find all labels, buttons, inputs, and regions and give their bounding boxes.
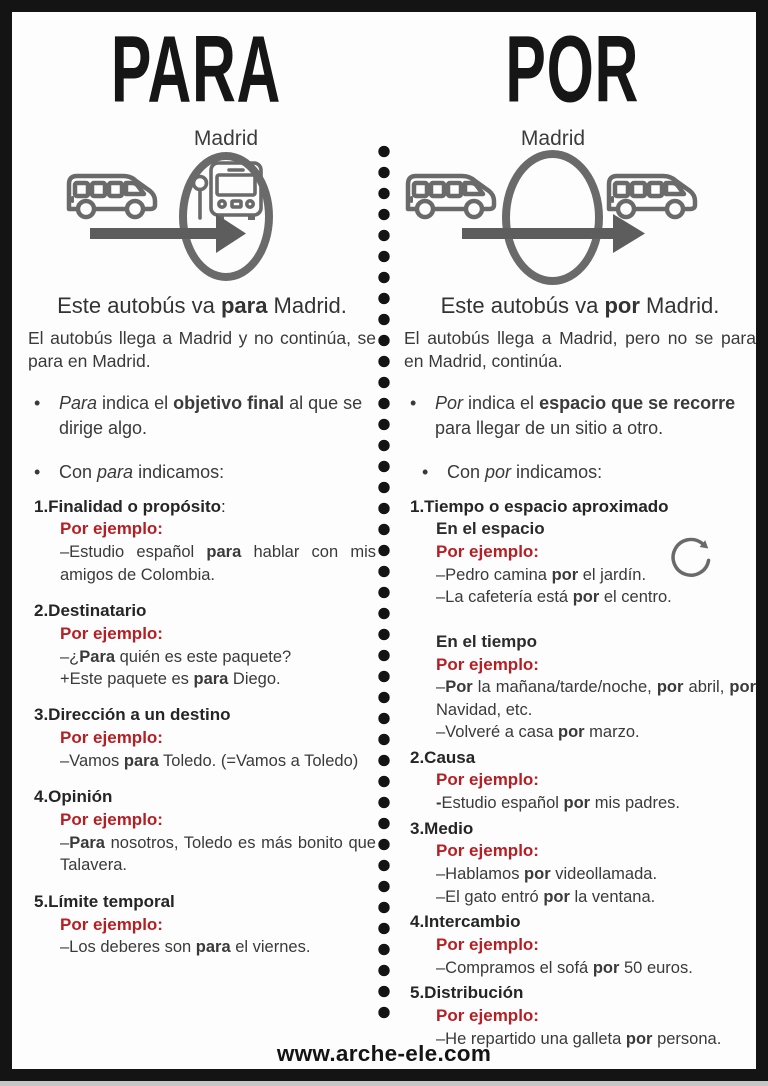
example-line (60, 668, 376, 690)
example-label: Por ejemplo: (436, 654, 539, 674)
example-group (410, 631, 756, 744)
example-group (34, 623, 376, 691)
section-heading-text: 1.Finalidad o propósito (34, 496, 221, 516)
text-segment: para (97, 461, 134, 482)
text-segment: quién es este paquete? (115, 647, 292, 666)
text-segment: por (551, 565, 579, 584)
section-heading-suffix: : (221, 496, 226, 516)
text-segment: para (206, 543, 242, 562)
text-segment: indica el (97, 393, 174, 414)
bullet-text (59, 460, 376, 485)
example-label: Por ejemplo: (60, 728, 163, 748)
bullet-glyph: • (410, 393, 417, 414)
text-segment: indica el (463, 393, 540, 414)
text-segment: Este autobús va (57, 293, 221, 318)
text-segment: por (572, 588, 600, 607)
por-title: POR (505, 16, 639, 122)
text-segment: –Estudio español (60, 543, 207, 562)
example-line (436, 957, 756, 979)
text-segment: al que se dirige algo. (59, 393, 363, 439)
text-segment: Para (59, 393, 98, 414)
example-label: Por ejemplo: (436, 1005, 539, 1025)
text-segment: Con (59, 461, 98, 482)
example-label: Por ejemplo: (60, 623, 163, 643)
para-title-wrap (12, 16, 380, 122)
section-heading-text: 2.Causa (410, 747, 476, 767)
example-line (436, 564, 756, 586)
text-segment: Toledo. (=Vamos a Toledo) (158, 752, 359, 771)
text-segment: Para (79, 647, 116, 666)
usage-section (28, 891, 376, 959)
text-segment: por (524, 865, 551, 884)
bullet-glyph: • (422, 461, 429, 482)
example-line (436, 721, 756, 743)
example-group (410, 518, 756, 608)
example-line (436, 792, 756, 814)
bullet-item (28, 460, 376, 485)
example-label: Por ejemplo: (436, 542, 539, 562)
usage-section (404, 818, 756, 908)
text-segment: por (625, 1029, 653, 1048)
text-segment: indicamos: (511, 461, 603, 482)
example-group (410, 840, 756, 908)
example-line (436, 586, 756, 608)
text-segment: –Los deberes son (60, 938, 196, 957)
example-line (436, 676, 756, 721)
example-label: Por ejemplo: (60, 519, 163, 539)
section-heading-text: 1.Tiempo o espacio aproximado (410, 496, 669, 516)
subsection-heading: En el espacio (436, 519, 545, 539)
headline-explanation: El autobús llega a Madrid, pero no se para en Madrid, continúa. (404, 327, 756, 372)
headline-sentence (28, 292, 376, 321)
usage-section (404, 747, 756, 815)
section-heading-text: 4.Opinión (34, 787, 113, 807)
text-segment: para (195, 938, 231, 957)
example-group (34, 518, 376, 586)
text-segment: por (729, 678, 756, 697)
por-column (404, 292, 756, 1053)
section-heading-text: 5.Distribución (410, 983, 524, 1003)
bullet-item (404, 391, 756, 441)
section-heading (410, 747, 756, 770)
text-segment: – (436, 678, 446, 697)
section-heading-text: 3.Dirección a un destino (34, 705, 231, 725)
bullet-text (59, 391, 376, 441)
example-label: Por ejemplo: (436, 841, 539, 861)
section-heading (34, 786, 376, 809)
example-line (436, 863, 756, 885)
text-segment: –He repartido una galleta (436, 1029, 626, 1048)
section-heading (410, 818, 756, 841)
usage-section (28, 600, 376, 690)
madrid-label-left: Madrid (193, 127, 259, 150)
section-heading (34, 496, 376, 519)
example-group (34, 727, 376, 772)
usage-section (404, 982, 756, 1050)
text-segment: mis padres. (590, 794, 680, 813)
text-segment: –Hablamos (436, 865, 525, 884)
text-segment: Madrid. (639, 293, 720, 318)
section-heading-text: 2.Destinatario (34, 601, 147, 621)
text-segment: espacio que se recorre (539, 393, 736, 414)
text-segment: para (220, 293, 268, 318)
usage-section (28, 786, 376, 876)
text-segment: –Vamos (60, 752, 124, 771)
text-segment: 50 euros. (619, 958, 693, 977)
example-label: Por ejemplo: (60, 914, 163, 934)
text-segment: –Pedro camina (436, 565, 552, 584)
text-segment: persona. (652, 1029, 722, 1048)
bullet-text (447, 460, 756, 485)
subsection-heading: En el tiempo (436, 631, 538, 651)
text-segment: para (193, 670, 229, 689)
text-segment: Navidad, etc. (436, 700, 533, 719)
text-segment: nosotros, Toledo es más bonito que Talavera. (60, 833, 376, 875)
text-segment: el centro. (599, 588, 672, 607)
text-segment: la mañana/tarde/noche, (472, 678, 657, 697)
example-label: Por ejemplo: (436, 934, 539, 954)
example-label: Por ejemplo: (60, 810, 163, 830)
text-segment: +Este paquete es (60, 670, 194, 689)
madrid-label-right: Madrid (520, 127, 586, 150)
section-heading-text: 5.Límite temporal (34, 891, 175, 911)
por-title-wrap (388, 16, 756, 122)
headline-sentence (404, 292, 756, 321)
page-edge (0, 1081, 768, 1086)
example-label: Por ejemplo: (436, 770, 539, 790)
text-segment: Diego. (228, 670, 281, 689)
text-segment: por (592, 958, 620, 977)
text-segment: marzo. (584, 723, 640, 742)
text-segment: para llegar de un sitio a otro. (435, 418, 664, 439)
text-segment: – (60, 833, 70, 852)
text-segment: por (604, 293, 640, 318)
text-segment: Por (445, 678, 473, 697)
para-title: PARA (110, 16, 282, 122)
usage-sections (404, 496, 756, 1050)
example-line (60, 936, 376, 958)
usage-section (28, 496, 376, 586)
text-segment: objetivo final (173, 393, 285, 414)
bullet-list (28, 391, 376, 484)
text-segment: videollamada. (550, 865, 658, 884)
bullet-item (416, 460, 756, 485)
text-segment: por (563, 794, 591, 813)
example-line (60, 750, 376, 772)
para-column (28, 292, 376, 973)
text-segment: –Compramos el sofá (436, 958, 593, 977)
text-segment: por (485, 461, 512, 482)
section-heading (34, 600, 376, 623)
bullet-item (28, 391, 376, 441)
text-segment: Para (69, 833, 105, 852)
text-segment: por (543, 887, 570, 906)
text-segment: hablar con mis amigos de Colombia. (60, 543, 376, 584)
usage-section (404, 496, 756, 744)
example-group (34, 809, 376, 877)
example-group (410, 769, 756, 814)
text-segment: Madrid. (267, 293, 347, 318)
bullet-list (404, 391, 756, 484)
section-heading (34, 891, 376, 914)
text-segment: Por (435, 393, 464, 414)
text-segment: Con (447, 461, 486, 482)
text-segment: el jardín. (578, 565, 647, 584)
example-line (60, 832, 376, 877)
bullet-glyph: • (34, 461, 41, 482)
example-line (60, 541, 376, 586)
text-segment: –¿ (60, 647, 80, 666)
text-segment: indicamos: (133, 461, 225, 482)
example-line (60, 646, 376, 668)
text-segment: por (558, 723, 585, 742)
text-segment: para (123, 752, 159, 771)
route-arrow-icon (462, 213, 647, 254)
text-segment: –El gato entró (436, 887, 544, 906)
text-segment: Este autobús va (440, 293, 605, 318)
text-segment: Estudio español (441, 794, 564, 813)
text-segment: por (656, 678, 684, 697)
text-segment: abril, (683, 678, 730, 697)
text-segment: –La cafetería está (436, 588, 573, 607)
dotted-divider (378, 141, 390, 1023)
example-line (436, 886, 756, 908)
bullet-glyph: • (34, 393, 41, 414)
section-heading-text: 3.Medio (410, 818, 474, 838)
example-group (34, 914, 376, 959)
website-url: www.arche-ele.com (276, 1041, 492, 1066)
text-segment: el viernes. (230, 938, 311, 957)
text-segment: la ventana. (569, 887, 656, 906)
route-arrow-icon (90, 213, 248, 254)
usage-section (404, 911, 756, 979)
headline-explanation: El autobús llega a Madrid y no continúa, se para en Madrid. (28, 327, 376, 372)
text-segment: - (436, 794, 442, 813)
usage-section (28, 704, 376, 772)
example-group (410, 934, 756, 979)
usage-sections (28, 496, 376, 959)
section-heading (410, 911, 756, 934)
section-heading (34, 704, 376, 727)
text-segment: –Volveré a casa (436, 723, 558, 742)
section-heading (410, 982, 756, 1005)
section-heading-text: 4.Intercambio (410, 912, 521, 932)
bullet-text (435, 391, 756, 441)
section-heading (410, 496, 756, 519)
